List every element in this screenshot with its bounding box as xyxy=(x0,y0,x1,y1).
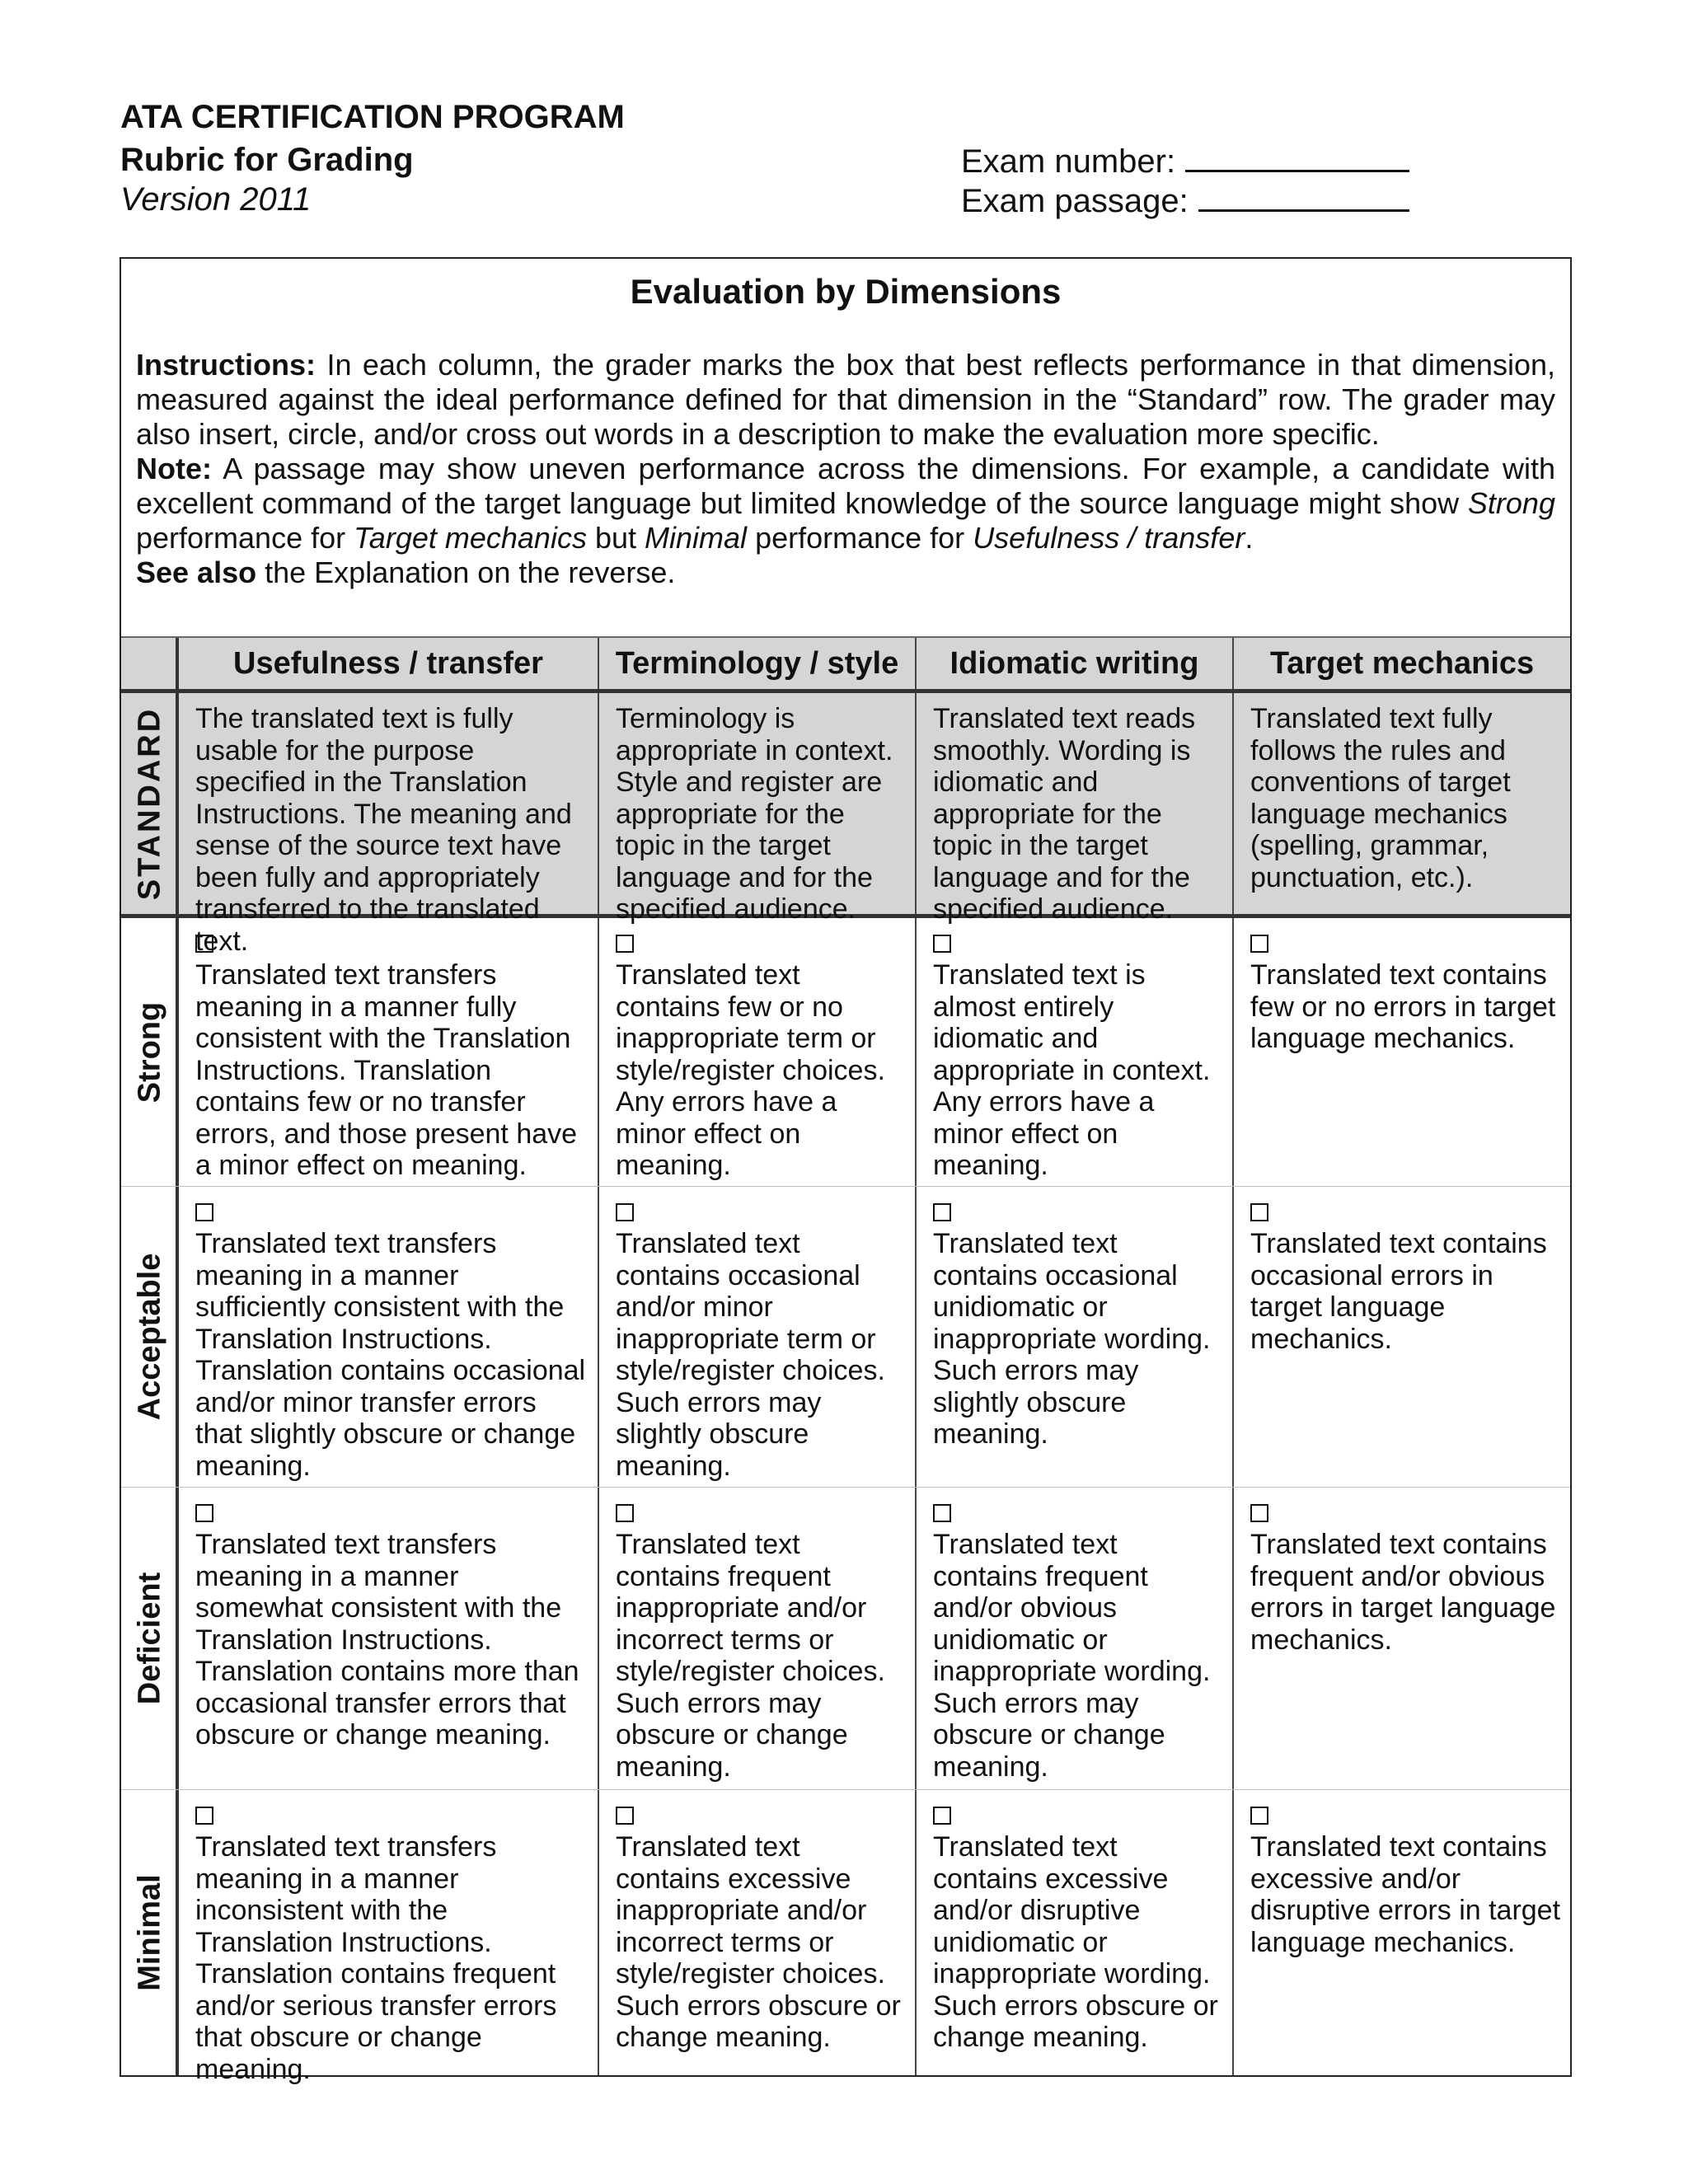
rubric-cell xyxy=(1232,1790,1570,2075)
cell-text: Translated text contains occasional unidiomatic or inappropriate wording. Such errors may slightly obscure meaning. xyxy=(933,1228,1211,1450)
checkbox[interactable] xyxy=(195,1807,213,1825)
rubric-cell xyxy=(179,1187,598,1487)
rubric-cell xyxy=(179,1790,598,2085)
checkbox[interactable] xyxy=(933,935,951,953)
cell-text: Translated text contains frequent inappropriate and/or incorrect terms or style/register choices. Such errors may obscure or change meaning. xyxy=(616,1529,885,1783)
corner-cell xyxy=(121,638,179,689)
instructions-label: Instructions: xyxy=(136,348,316,382)
rubric-cell xyxy=(598,1790,915,2075)
note-usefulness: Usefulness / transfer xyxy=(973,521,1245,555)
cell-text: Translated text contains excessive and/or disruptive unidiomatic or inappropriate wording. Such errors obscure or change meaning. xyxy=(933,1831,1218,2053)
note-text: performance for xyxy=(136,521,346,555)
exam-passage-label: Exam passage: xyxy=(961,183,1189,219)
cell-text: Translated text contains frequent and/or obvious unidiomatic or inappropriate wording. Such errors may obscure or change meaning. xyxy=(933,1529,1211,1783)
level-row-strong xyxy=(121,918,1570,1187)
rubric-cell xyxy=(1232,1187,1570,1487)
document-header xyxy=(120,97,1406,229)
standard-mechanics: Translated text fully follows the rules and conventions of target language mechanics (spelling, grammar, punctuation, etc.). xyxy=(1232,693,1570,914)
instructions-paragraph xyxy=(136,348,1555,452)
cell-text: Translated text contains occasional and/or minor inappropriate term or style/register choices. Such errors may slightly obscure meaning. xyxy=(616,1228,885,1482)
cell-text: Translated text transfers meaning in a manner somewhat consistent with the Translation Instructions. Translation contains more than occasional transfer errors that obscure or change meaning. xyxy=(195,1529,579,1750)
rubric-cell xyxy=(915,1488,1232,1789)
note-target-mechanics: Target mechanics xyxy=(354,521,587,555)
standard-row xyxy=(121,693,1570,957)
checkbox[interactable] xyxy=(1250,1807,1268,1825)
cell-text: Translated text contains excessive inappropriate and/or incorrect terms or style/register choices. Such errors obscure or change meaning. xyxy=(616,1831,901,2053)
note-end: . xyxy=(1245,521,1254,555)
checkbox[interactable] xyxy=(616,1504,634,1522)
checkbox[interactable] xyxy=(616,935,634,953)
level-row-acceptable xyxy=(121,1187,1570,1488)
standard-usefulness: The translated text is fully usable for the purpose specified in the Translation Instructions. The meaning and sense of the source text have been fully and appropriately transferred to the translated text. xyxy=(195,703,572,957)
cell-text: Translated text is almost entirely idiomatic and appropriate in context. Any errors have a minor effect on meaning. xyxy=(933,959,1211,1181)
note-minimal: Minimal xyxy=(645,521,748,555)
rubric-cell xyxy=(915,1187,1232,1487)
checkbox[interactable] xyxy=(195,935,213,953)
evaluation-frame xyxy=(120,257,1572,2085)
rubric-title: Rubric for Grading xyxy=(120,142,414,178)
rubric-cell xyxy=(179,1488,598,1789)
standard-label-cell xyxy=(121,693,179,914)
cell-text: Translated text contains few or no errors in target language mechanics. xyxy=(1250,959,1556,1054)
level-row-minimal xyxy=(121,1790,1570,2085)
cell-text: Translated text contains few or no inappropriate term or style/register choices. Any errors have a minor effect on meaning. xyxy=(616,959,885,1181)
checkbox[interactable] xyxy=(1250,935,1268,953)
column-header-mechanics: Target mechanics xyxy=(1232,638,1570,689)
program-title: ATA CERTIFICATION PROGRAM xyxy=(120,99,625,135)
rubric-cell xyxy=(598,1187,915,1487)
exam-passage-blank xyxy=(1198,180,1409,212)
checkbox[interactable] xyxy=(195,1203,213,1221)
rubric-cell xyxy=(598,1488,915,1789)
checkbox[interactable] xyxy=(933,1203,951,1221)
level-row-deficient xyxy=(121,1488,1570,1790)
standard-label: STANDARD xyxy=(132,706,167,901)
column-header-usefulness: Usefulness / transfer xyxy=(233,646,543,681)
checkbox[interactable] xyxy=(616,1807,634,1825)
level-label-cell xyxy=(121,918,179,1186)
checkbox[interactable] xyxy=(616,1203,634,1221)
level-label-strong: Strong xyxy=(132,1001,167,1103)
level-label-cell xyxy=(121,1187,179,1487)
rubric-cell xyxy=(598,918,915,1186)
checkbox[interactable] xyxy=(933,1807,951,1825)
rubric-header-row xyxy=(121,636,1570,693)
instructions-block xyxy=(136,348,1555,590)
level-label-minimal: Minimal xyxy=(132,1874,167,1991)
see-also-paragraph xyxy=(136,555,1555,590)
exam-number-field xyxy=(961,140,1409,181)
exam-number-label: Exam number: xyxy=(961,143,1176,180)
note-paragraph xyxy=(136,452,1555,555)
rubric-cell xyxy=(915,918,1232,1186)
note-text: A passage may show uneven performance across the dimensions. For example, a candidate with excellent command of the target language but limited knowledge of the source language might show xyxy=(136,452,1556,520)
cell-text: Translated text transfers meaning in a manner inconsistent with the Translation Instructions. Translation contains frequent and/or serious transfer errors that obscure or change meaning. xyxy=(195,1831,557,2085)
see-also-text: the Explanation on the reverse. xyxy=(265,555,676,589)
level-label-acceptable: Acceptable xyxy=(132,1253,167,1421)
standard-terminology: Terminology is appropriate in context. Style and register are appropriate for the topic in the target language and for the specified audience. xyxy=(598,693,915,914)
cell-text: Translated text contains excessive and/or disruptive errors in target language mechanics. xyxy=(1250,1831,1561,1958)
checkbox[interactable] xyxy=(1250,1504,1268,1522)
checkbox[interactable] xyxy=(933,1504,951,1522)
rubric-cell xyxy=(915,1790,1232,2075)
level-label-deficient: Deficient xyxy=(132,1572,167,1705)
note-label: Note: xyxy=(136,452,212,485)
column-header-idiomatic: Idiomatic writing xyxy=(915,638,1232,689)
cell-text: Translated text transfers meaning in a manner sufficiently consistent with the Translation Instructions. Translation contains occasional and/or minor transfer errors that slightly obscure or change meaning. xyxy=(195,1228,586,1482)
cell-text: Translated text transfers meaning in a manner fully consistent with the Translation Instructions. Translation contains few or no transfer errors, and those present have a minor effect on meaning. xyxy=(195,959,578,1181)
version-label: Version 2011 xyxy=(120,181,312,218)
rubric-cell xyxy=(1232,1488,1570,1789)
rubric-cell xyxy=(1232,918,1570,1186)
level-label-cell xyxy=(121,1488,179,1789)
level-label-cell xyxy=(121,1790,179,2075)
column-header-terminology: Terminology / style xyxy=(598,638,915,689)
standard-idiomatic: Translated text reads smoothly. Wording is idiomatic and appropriate for the topic in the target language and for the specified audience. xyxy=(915,693,1232,914)
rubric-cell xyxy=(179,918,598,1186)
exam-number-blank xyxy=(1185,140,1409,172)
cell-text: Translated text contains frequent and/or obvious errors in target language mechanics. xyxy=(1250,1529,1556,1656)
note-strong: Strong xyxy=(1467,486,1555,520)
evaluation-title: Evaluation by Dimensions xyxy=(630,272,1062,311)
see-also-label: See also xyxy=(136,555,257,589)
instructions-text: In each column, the grader marks the box that best reflects performance in that dimension, measured against the ideal performance defined for that dimension in the “Standard” row. The grader may also insert, circle, and/or cross out words in a description to make the evaluation more specific. xyxy=(136,348,1555,451)
exam-passage-field xyxy=(961,180,1409,221)
note-text: but xyxy=(594,521,637,555)
cell-text: Translated text contains occasional errors in target language mechanics. xyxy=(1250,1228,1547,1355)
note-text: performance for xyxy=(755,521,965,555)
checkbox[interactable] xyxy=(1250,1203,1268,1221)
checkbox[interactable] xyxy=(195,1504,213,1522)
